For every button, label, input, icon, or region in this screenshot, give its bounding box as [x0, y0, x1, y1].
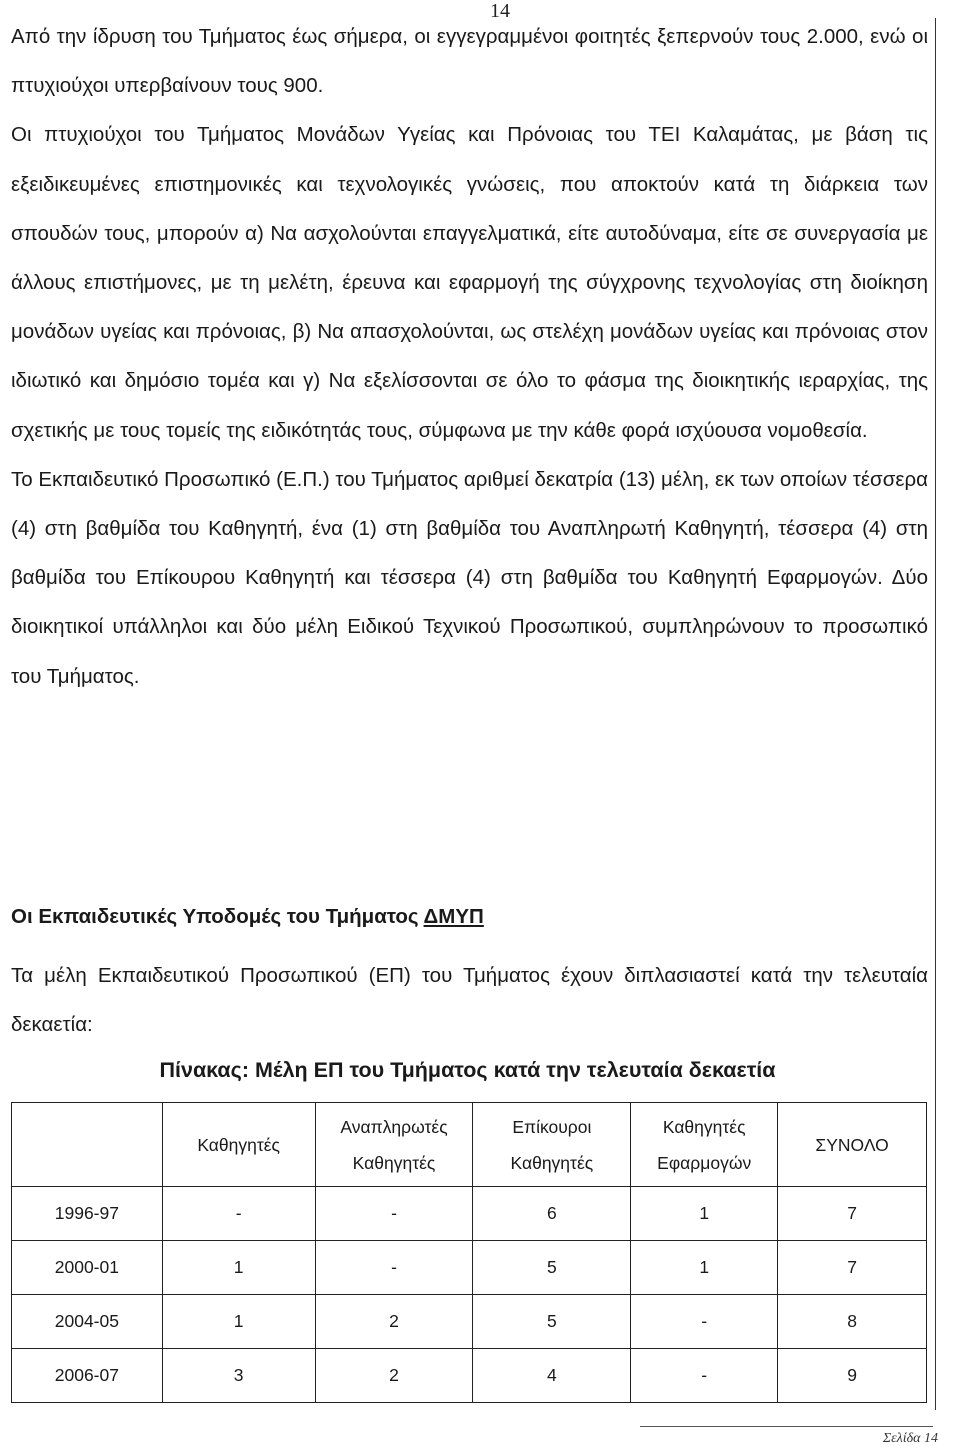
cell-total: 7: [778, 1241, 927, 1295]
cell-professors: 3: [162, 1349, 315, 1403]
cell-total: 9: [778, 1349, 927, 1403]
paragraph-staff: Το Εκπαιδευτικό Προσωπικό (Ε.Π.) του Τμήματος αριθμεί δεκατρία (13) μέλη, εκ των οποίων τέσσερα (4) στη βαθμίδα του Καθηγητή, ένα (1) στη βαθμίδα του Αναπληρωτή Καθηγητή, τέσσερα (4) στη βαθμίδα του Επίκουρου Καθηγητή και τέσσερα (4) στη βαθμίδα του Καθηγητή Εφαρμογών. Δύο διοικητικοί υπάλληλοι και δύο μέλη Ειδικού Τεχνικού Προσωπικού, συμπληρώνουν το προσωπικό του Τμήματος.: [11, 467, 928, 688]
cell-assistant: 5: [473, 1295, 631, 1349]
table-row: [12, 1349, 927, 1403]
table-header-row: [12, 1103, 927, 1187]
page-footer: Σελίδα 14: [882, 1431, 938, 1446]
header-cell-empty: [12, 1103, 163, 1187]
cell-applied: 1: [631, 1241, 778, 1295]
cell-associate: 2: [315, 1349, 473, 1403]
cell-assistant: 5: [473, 1241, 631, 1295]
header-cell-assistant: Επίκουροι Καθηγητές: [473, 1103, 631, 1187]
cell-associate: 2: [315, 1295, 473, 1349]
table-row: [12, 1241, 927, 1295]
body-text: [11, 12, 928, 701]
paragraph-graduates: Οι πτυχιούχοι του Τμήματος Μονάδων Υγείας και Πρόνοιας του ΤΕΙ Καλαμάτας, με βάση τις εξειδικευμένες επιστημονικές και τεχνολογικές γνώσεις, που αποκτούν κατά τη διάρκεια των σπουδών τους, μπορούν α) Να ασχολούνται επαγγελματικά, είτε αυτοδύναμα, είτε σε συνεργασία με άλλους επιστήμονες, με τη μελέτη, έρευνα και εφαρμογή της σύγχρονης τεχνολογίας στη διοίκηση μονάδων υγείας και πρόνοιας, β) Να απασχολούνται, ως στελέχη μονάδων υγείας και πρόνοιας στον ιδιωτικό και δημόσιο τομέα και γ) Να εξελίσσονται σε όλο το φάσμα της διοικητικής ιεραρχίας, της σχετικής με τους τομείς της ειδικότητάς τους, σύμφωνα με την κάθε φορά ισχύουσα νομοθεσία.: [11, 123, 928, 442]
cell-assistant: 4: [473, 1349, 631, 1403]
cell-year: 1996-97: [12, 1187, 163, 1241]
header-cell-total: ΣΥΝΟΛΟ: [778, 1103, 927, 1187]
cell-total: 7: [778, 1187, 927, 1241]
table-row: [12, 1187, 927, 1241]
section-heading: [11, 905, 484, 929]
cell-year: 2006-07: [12, 1349, 163, 1403]
right-margin-line: [935, 18, 936, 1410]
cell-applied: -: [631, 1295, 778, 1349]
section-heading-text: Οι Εκπαιδευτικές Υποδομές του Τμήματος: [11, 905, 424, 928]
staff-table: [11, 1102, 927, 1403]
cell-professors: 1: [162, 1241, 315, 1295]
cell-applied: 1: [631, 1187, 778, 1241]
page-number: 14: [490, 0, 510, 22]
table-row: [12, 1295, 927, 1349]
section-intro: Τα μέλη Εκπαιδευτικού Προσωπικού (ΕΠ) του Τμήματος έχουν διπλασιαστεί κατά την τελευταία δεκαετία:: [11, 964, 928, 1037]
cell-professors: 1: [162, 1295, 315, 1349]
cell-year: 2004-05: [12, 1295, 163, 1349]
footer-divider: [640, 1426, 933, 1427]
paragraph-enrollment: Από την ίδρυση του Τμήματος έως σήμερα, οι εγγεγραμμένοι φοιτητές ξεπερνούν τους 2.000, ενώ οι πτυχιούχοι υπερβαίνουν τους 900.: [11, 25, 928, 98]
cell-professors: -: [162, 1187, 315, 1241]
cell-year: 2000-01: [12, 1241, 163, 1295]
cell-associate: -: [315, 1241, 473, 1295]
cell-applied: -: [631, 1349, 778, 1403]
header-cell-professors: Καθηγητές: [162, 1103, 315, 1187]
cell-assistant: 6: [473, 1187, 631, 1241]
header-cell-associate: Αναπληρωτές Καθηγητές: [315, 1103, 473, 1187]
section-heading-acronym: ΔΜΥΠ: [423, 905, 484, 928]
cell-total: 8: [778, 1295, 927, 1349]
header-cell-applied: Καθηγητές Εφαρμογών: [631, 1103, 778, 1187]
table-title: Πίνακας: Μέλη ΕΠ του Τμήματος κατά την τελευταία δεκαετία: [159, 1058, 776, 1082]
cell-associate: -: [315, 1187, 473, 1241]
